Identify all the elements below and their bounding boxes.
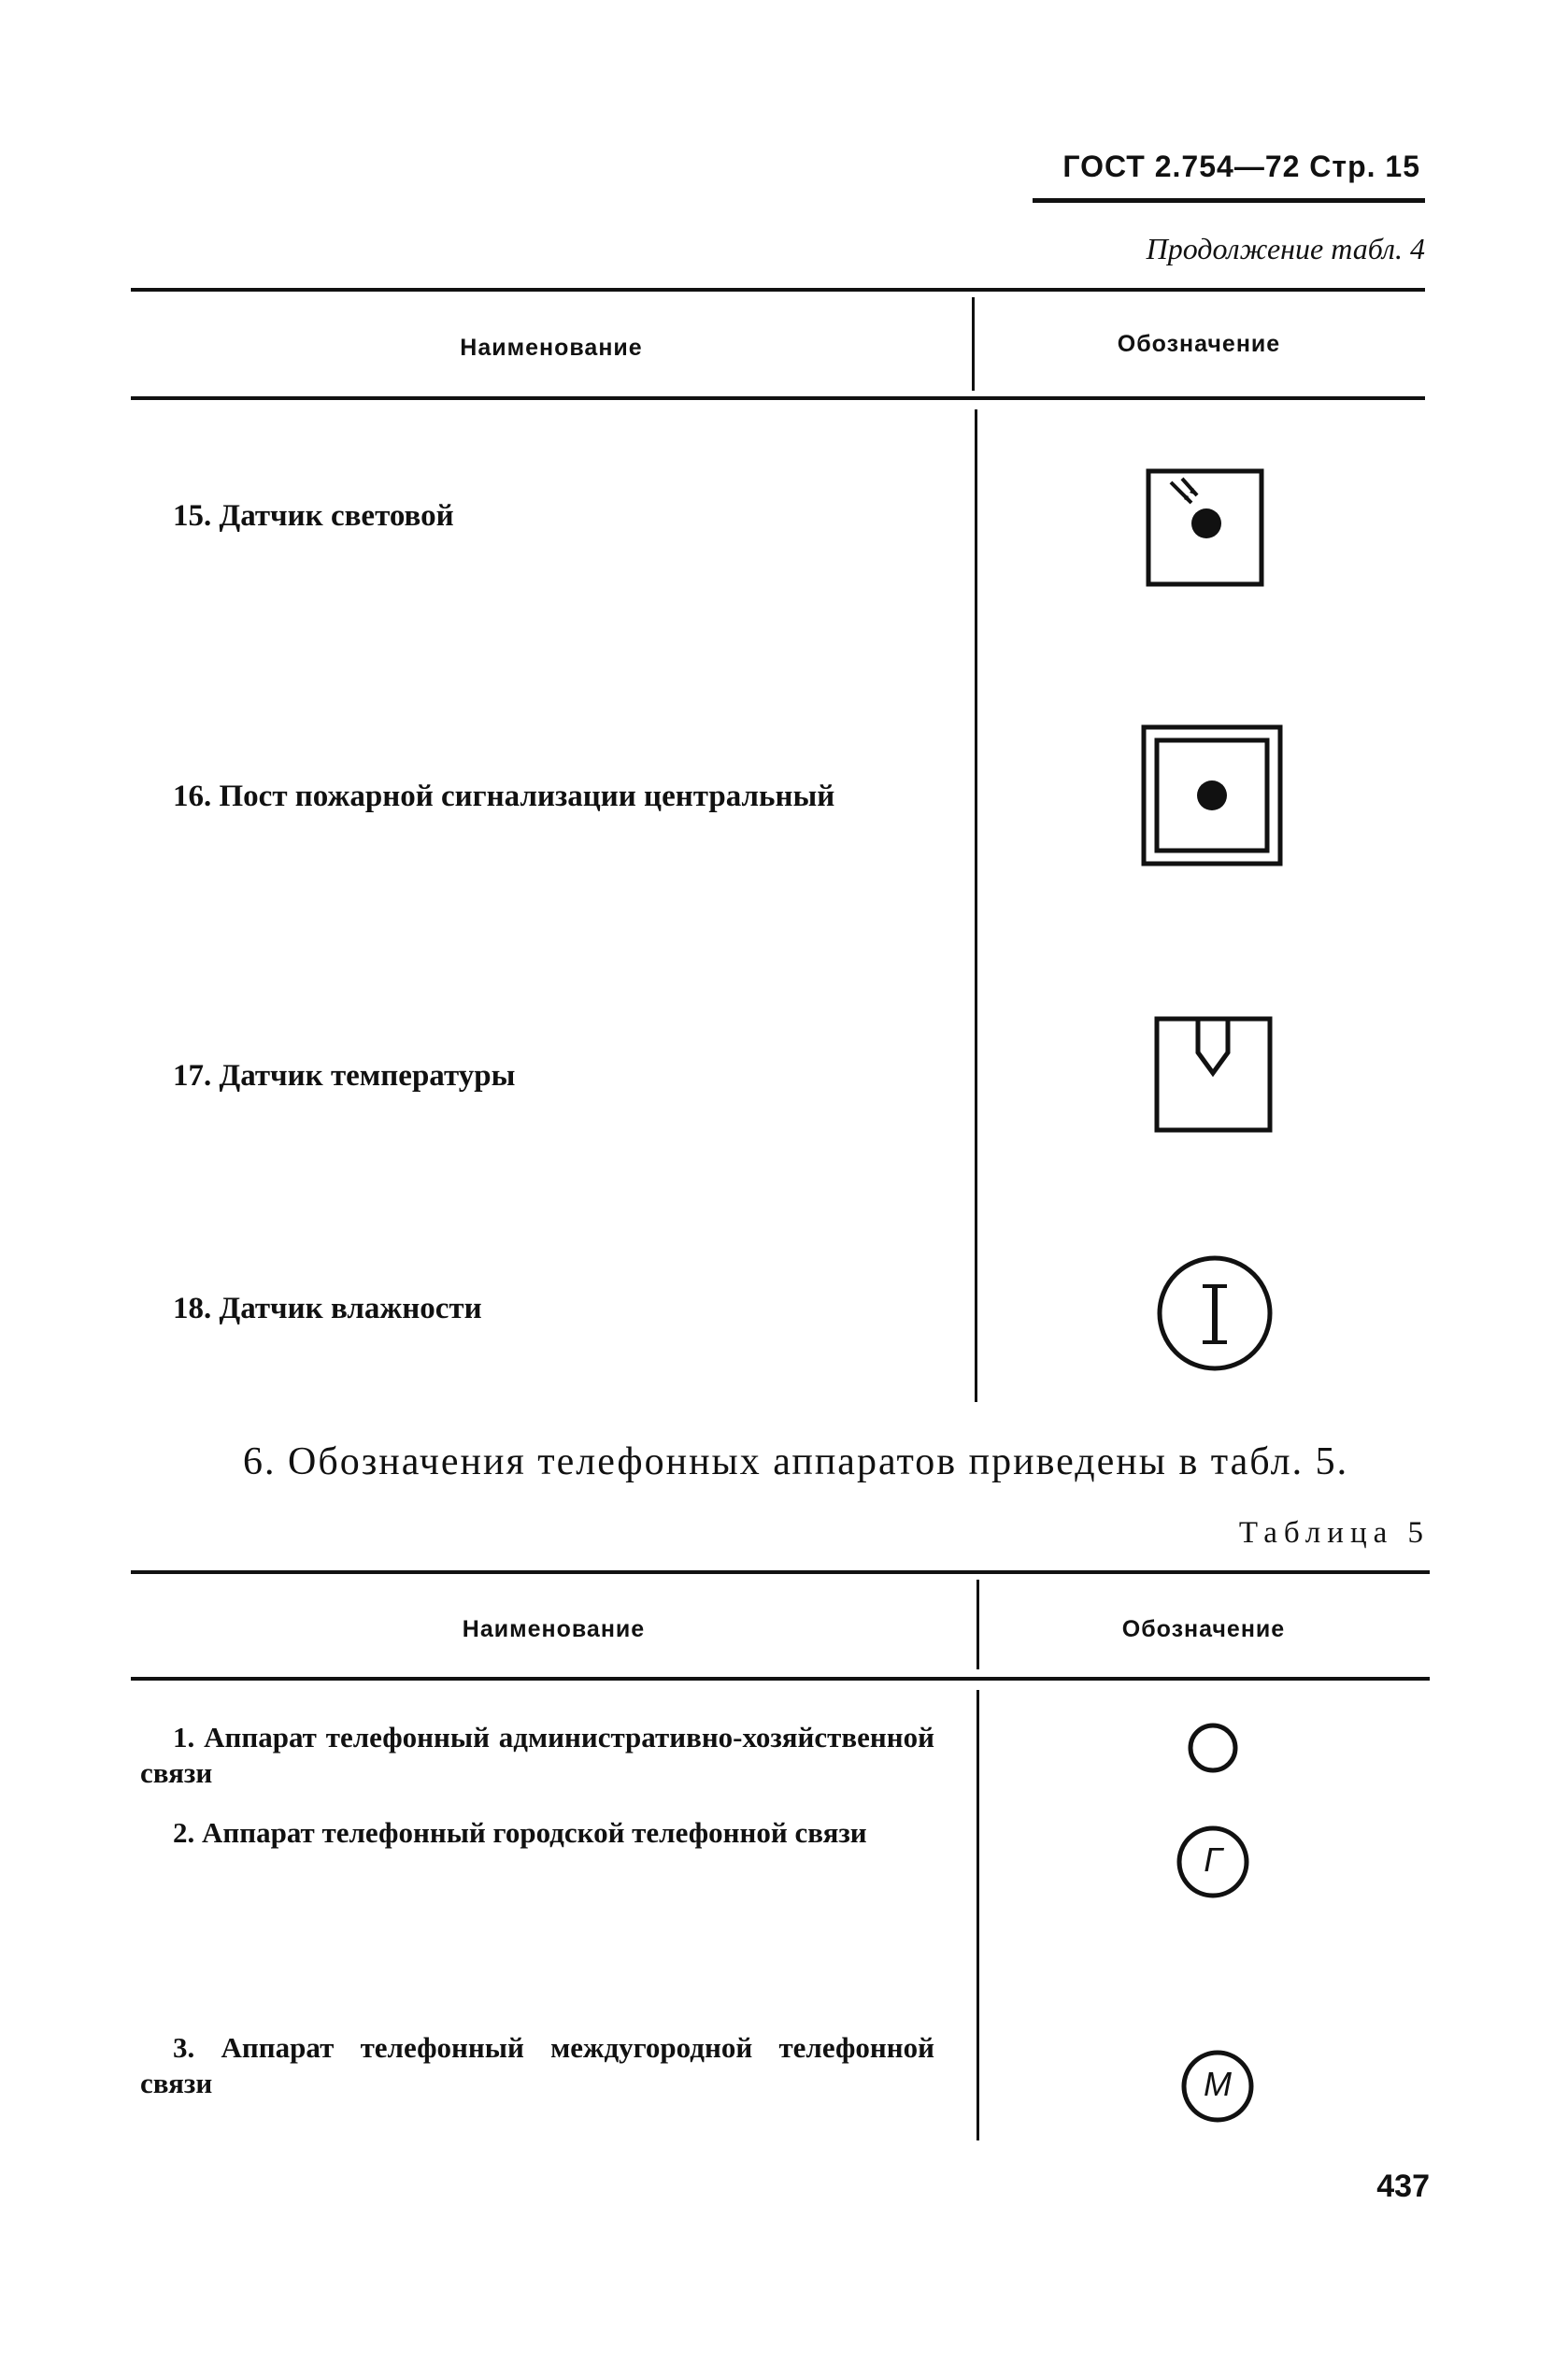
header-underline	[1033, 198, 1425, 203]
table4-col-name-header: Наименование	[460, 335, 643, 361]
table-row-label: 18. Датчик влажности	[173, 1292, 482, 1325]
page-number: 437	[1376, 2169, 1430, 2204]
table4-col-symbol-header: Обозначение	[1117, 331, 1281, 357]
telephone-long-distance-symbol	[1180, 2049, 1255, 2124]
telephone-admin-symbol	[1187, 1722, 1239, 1774]
table4-body-divider	[975, 409, 977, 1402]
table-row-label: 15. Датчик световой	[173, 499, 454, 533]
humidity-sensor-symbol	[1154, 1253, 1276, 1374]
light-sensor-symbol	[1145, 467, 1268, 589]
table-row-label: 3. Аппарат телефонный междугородной телефонной связи	[140, 2031, 934, 2099]
table-row-label: 1. Аппарат телефонный административно-хозяйственной связи	[140, 1721, 934, 1789]
telephone-long-distance-letter: М	[1204, 2065, 1232, 2103]
table5-top-rule	[131, 1570, 1430, 1574]
table-row-label: 17. Датчик температуры	[173, 1059, 516, 1093]
temperature-sensor-symbol	[1153, 1015, 1275, 1135]
table-row-label: 16. Пост пожарной сигнализации центральный	[173, 780, 835, 813]
paragraph-6: 6. Обозначения телефонных аппаратов приведены в табл. 5.	[243, 1440, 1349, 1483]
table4-header-rule	[131, 396, 1425, 400]
table-continuation-caption: Продолжение табл. 4	[1146, 232, 1425, 265]
table-row-label: 2. Аппарат телефонный городской телефонной связи	[173, 1816, 867, 1849]
table5-col-symbol-header: Обозначение	[1121, 1616, 1286, 1642]
table5-body-divider	[976, 1690, 979, 2140]
fire-alarm-station-symbol	[1140, 723, 1286, 867]
telephone-city-letter: Г	[1204, 1840, 1222, 1879]
table4-top-rule	[131, 288, 1425, 292]
document-code: ГОСТ 2.754—72 Стр. 15	[1062, 150, 1420, 183]
table5-header-rule	[131, 1677, 1430, 1681]
table5-col-name-header: Наименование	[462, 1616, 646, 1642]
telephone-city-symbol	[1176, 1825, 1250, 1899]
table5-caption: Таблица 5	[1238, 1516, 1430, 1550]
